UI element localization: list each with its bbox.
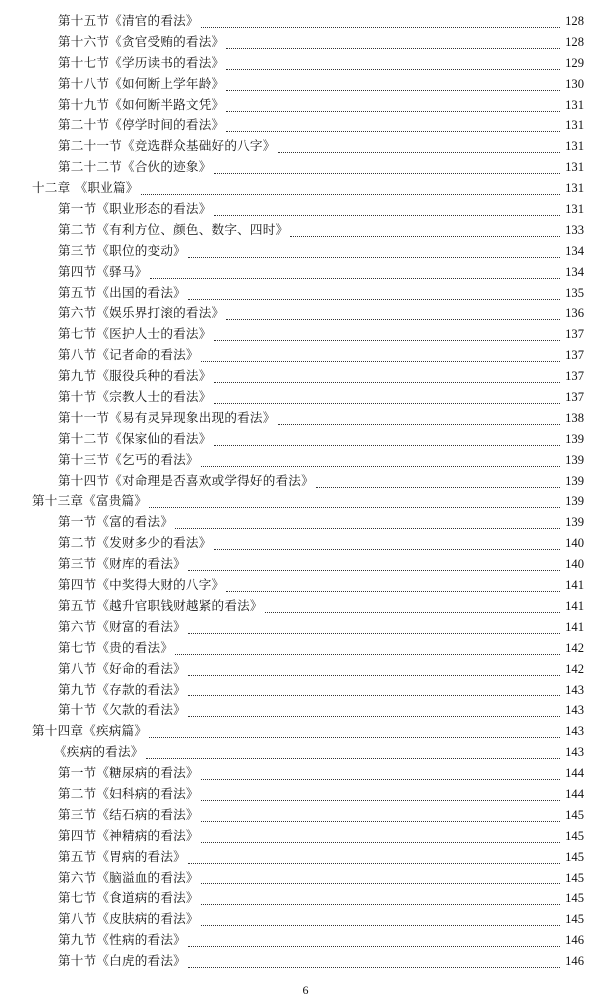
toc-dot-leader xyxy=(201,807,560,822)
toc-section-entry[interactable] xyxy=(0,638,611,659)
toc-entry-title: 第十四章《疾病篇》 xyxy=(32,723,148,739)
toc-section-entry[interactable] xyxy=(0,74,611,95)
toc-entry-page: 141 xyxy=(565,619,584,634)
toc-section-entry[interactable] xyxy=(0,930,611,951)
toc-entry-title: 第九节《服役兵种的看法》 xyxy=(58,368,212,384)
toc-dot-leader xyxy=(214,431,560,446)
toc-dot-leader xyxy=(188,285,560,300)
toc-dot-leader xyxy=(265,598,560,613)
toc-entry-page: 131 xyxy=(565,202,584,217)
toc-entry-page: 134 xyxy=(565,243,584,258)
toc-dot-leader xyxy=(201,869,560,884)
toc-section-entry[interactable] xyxy=(0,95,611,116)
toc-dot-leader xyxy=(201,13,560,28)
toc-dot-leader xyxy=(141,180,560,195)
toc-section-entry[interactable] xyxy=(0,847,611,868)
toc-dot-leader xyxy=(188,849,560,864)
toc-section-entry[interactable] xyxy=(0,888,611,909)
toc-entry-title: 第十三节《乞丐的看法》 xyxy=(58,451,199,467)
toc-entry-page: 143 xyxy=(565,682,584,697)
toc-dot-leader xyxy=(226,76,560,91)
table-of-contents xyxy=(0,11,611,972)
toc-section-entry[interactable] xyxy=(0,554,611,575)
toc-dot-leader xyxy=(188,619,560,634)
toc-dot-leader xyxy=(149,723,560,738)
toc-entry-title: 第四节《驿马》 xyxy=(58,263,148,279)
toc-entry-page: 139 xyxy=(565,515,584,530)
toc-entry-page: 142 xyxy=(565,640,584,655)
toc-entry-title: 第六节《脑溢血的看法》 xyxy=(58,869,199,885)
toc-dot-leader xyxy=(149,493,560,508)
toc-entry-title: 第七节《食道病的看法》 xyxy=(58,890,199,906)
toc-section-entry[interactable] xyxy=(0,136,611,157)
toc-entry-title: 第三节《财库的看法》 xyxy=(58,556,186,572)
toc-entry-page: 139 xyxy=(565,473,584,488)
toc-entry-page: 144 xyxy=(565,766,584,781)
toc-section-entry[interactable] xyxy=(0,199,611,220)
toc-entry-title: 第二节《发财多少的看法》 xyxy=(58,535,212,551)
toc-entry-title: 第十节《欠款的看法》 xyxy=(58,702,186,718)
toc-dot-leader xyxy=(188,681,560,696)
toc-section-entry[interactable] xyxy=(0,115,611,136)
toc-entry-title: 第二节《妇科病的看法》 xyxy=(58,785,199,801)
toc-section-entry[interactable] xyxy=(0,157,611,178)
toc-entry-page: 145 xyxy=(565,828,584,843)
toc-dot-leader xyxy=(226,34,560,49)
toc-dot-leader xyxy=(226,97,560,112)
toc-entry-page: 131 xyxy=(565,97,584,112)
toc-dot-leader xyxy=(214,159,560,174)
toc-entry-title: 第十二节《保家仙的看法》 xyxy=(58,430,212,446)
toc-entry-page: 140 xyxy=(565,557,584,572)
toc-dot-leader xyxy=(214,535,560,550)
toc-dot-leader xyxy=(188,661,560,676)
toc-section-entry[interactable] xyxy=(0,429,611,450)
toc-entry-title: 第一节《富的看法》 xyxy=(58,514,174,530)
toc-dot-leader xyxy=(201,786,560,801)
toc-section-entry[interactable] xyxy=(0,784,611,805)
toc-dot-leader xyxy=(175,640,560,655)
toc-entry-page: 140 xyxy=(565,536,584,551)
toc-section-entry[interactable] xyxy=(0,283,611,304)
toc-dot-leader xyxy=(214,368,560,383)
toc-entry-page: 131 xyxy=(565,118,584,133)
toc-entry-title: 第四节《中奖得大财的八字》 xyxy=(58,577,225,593)
toc-entry-page: 143 xyxy=(565,724,584,739)
toc-entry-title: 第十五节《清官的看法》 xyxy=(58,13,199,28)
toc-entry-title: 第九节《性病的看法》 xyxy=(58,932,186,948)
toc-dot-leader xyxy=(146,744,560,759)
toc-entry-title: 第十四节《对命理是否喜欢或学得好的看法》 xyxy=(58,472,314,488)
toc-section-entry[interactable] xyxy=(0,32,611,53)
toc-entry-page: 139 xyxy=(565,494,584,509)
toc-section-entry[interactable] xyxy=(0,220,611,241)
toc-entry-title: 第三节《职位的变动》 xyxy=(58,242,186,258)
toc-entry-title: 第十三章《富贵篇》 xyxy=(32,493,148,509)
toc-entry-title: 十二章 《职业篇》 xyxy=(32,180,139,196)
toc-entry-title: 第二十一节《竞选群众基础好的八字》 xyxy=(58,138,276,154)
toc-entry-page: 137 xyxy=(565,369,584,384)
toc-entry-page: 142 xyxy=(565,661,584,676)
toc-dot-leader xyxy=(278,138,561,153)
toc-dot-leader xyxy=(226,305,560,320)
toc-entry-title: 第十七节《学历读书的看法》 xyxy=(58,54,225,70)
toc-entry-title: 第五节《胃病的看法》 xyxy=(58,848,186,864)
toc-entry-title: 第十六节《贪官受贿的看法》 xyxy=(58,33,225,49)
toc-entry-page: 129 xyxy=(565,55,584,70)
toc-section-entry[interactable] xyxy=(0,951,611,972)
toc-section-entry[interactable] xyxy=(0,659,611,680)
toc-dot-leader xyxy=(201,890,560,905)
toc-entry-page: 145 xyxy=(565,849,584,864)
toc-entry-page: 137 xyxy=(565,327,584,342)
toc-section-entry[interactable] xyxy=(0,345,611,366)
toc-section-entry[interactable] xyxy=(0,742,611,763)
toc-section-entry[interactable] xyxy=(0,471,611,492)
toc-entry-page: 128 xyxy=(565,14,584,28)
toc-entry-page: 128 xyxy=(565,34,584,49)
toc-section-entry[interactable] xyxy=(0,324,611,345)
toc-dot-leader xyxy=(188,953,560,968)
toc-chapter-entry[interactable] xyxy=(0,178,611,199)
toc-entry-title: 第六节《娱乐界打滚的看法》 xyxy=(58,305,225,321)
toc-dot-leader xyxy=(188,932,560,947)
toc-entry-title: 第九节《存款的看法》 xyxy=(58,681,186,697)
toc-dot-leader xyxy=(201,452,560,467)
toc-entry-page: 145 xyxy=(565,912,584,927)
toc-dot-leader xyxy=(175,514,560,529)
toc-entry-title: 第十一节《易有灵异现象出现的看法》 xyxy=(58,409,276,425)
toc-entry-page: 139 xyxy=(565,452,584,467)
toc-dot-leader xyxy=(278,410,561,425)
toc-entry-page: 134 xyxy=(565,264,584,279)
toc-dot-leader xyxy=(201,911,560,926)
toc-dot-leader xyxy=(226,55,560,70)
toc-section-entry[interactable] xyxy=(0,680,611,701)
toc-entry-page: 141 xyxy=(565,598,584,613)
toc-section-entry[interactable] xyxy=(0,262,611,283)
toc-entry-page: 138 xyxy=(565,410,584,425)
toc-entry-page: 143 xyxy=(565,703,584,718)
toc-entry-title: 第五节《出国的看法》 xyxy=(58,284,186,300)
toc-chapter-entry[interactable] xyxy=(0,721,611,742)
toc-entry-page: 145 xyxy=(565,807,584,822)
toc-entry-title: 第八节《记者命的看法》 xyxy=(58,347,199,363)
toc-entry-title: 《疾病的看法》 xyxy=(54,744,144,760)
toc-entry-title: 第五节《越升官职钱财越紧的看法》 xyxy=(58,597,263,613)
toc-entry-page: 131 xyxy=(565,139,584,154)
toc-entry-title: 第一节《职业形态的看法》 xyxy=(58,201,212,217)
toc-section-entry[interactable] xyxy=(0,512,611,533)
toc-dot-leader xyxy=(188,243,560,258)
toc-entry-page: 131 xyxy=(565,160,584,175)
toc-dot-leader xyxy=(214,201,560,216)
toc-section-entry[interactable] xyxy=(0,700,611,721)
toc-entry-title: 第一节《糖尿病的看法》 xyxy=(58,765,199,781)
toc-dot-leader xyxy=(201,828,560,843)
toc-section-entry[interactable] xyxy=(0,241,611,262)
toc-section-entry[interactable] xyxy=(0,53,611,74)
toc-dot-leader xyxy=(226,117,560,132)
toc-section-entry[interactable] xyxy=(0,763,611,784)
toc-entry-page: 137 xyxy=(565,348,584,363)
toc-section-entry[interactable] xyxy=(0,617,611,638)
toc-entry-title: 第十九节《如何断半路文凭》 xyxy=(58,96,225,112)
toc-section-entry[interactable] xyxy=(0,533,611,554)
toc-section-entry[interactable] xyxy=(0,366,611,387)
page-number: 6 xyxy=(302,983,309,997)
toc-section-entry[interactable] xyxy=(0,909,611,930)
toc-section-entry[interactable] xyxy=(0,450,611,471)
toc-entry-title: 第七节《贵的看法》 xyxy=(58,639,174,655)
toc-entry-page: 137 xyxy=(565,390,584,405)
toc-entry-page: 141 xyxy=(565,578,584,593)
toc-dot-leader xyxy=(226,577,560,592)
toc-entry-title: 第十八节《如何断上学年龄》 xyxy=(58,75,225,91)
toc-entry-page: 135 xyxy=(565,285,584,300)
toc-dot-leader xyxy=(214,389,560,404)
toc-section-entry[interactable] xyxy=(0,11,611,32)
toc-entry-page: 145 xyxy=(565,870,584,885)
toc-dot-leader xyxy=(150,264,560,279)
toc-section-entry[interactable] xyxy=(0,387,611,408)
toc-entry-page: 130 xyxy=(565,76,584,91)
toc-dot-leader xyxy=(201,347,560,362)
toc-section-entry[interactable] xyxy=(0,575,611,596)
toc-entry-page: 133 xyxy=(565,222,584,237)
toc-entry-title: 第二十二节《合伙的迹象》 xyxy=(58,159,212,175)
toc-entry-page: 139 xyxy=(565,431,584,446)
toc-entry-title: 第三节《结石病的看法》 xyxy=(58,806,199,822)
toc-entry-page: 143 xyxy=(565,745,584,760)
toc-section-entry[interactable] xyxy=(0,826,611,847)
toc-entry-title: 第十节《宗教人士的看法》 xyxy=(58,389,212,405)
toc-section-entry[interactable] xyxy=(0,868,611,889)
toc-dot-leader xyxy=(316,473,560,488)
toc-entry-title: 第八节《皮肤病的看法》 xyxy=(58,911,199,927)
toc-entry-title: 第七节《医护人士的看法》 xyxy=(58,326,212,342)
toc-entry-page: 146 xyxy=(565,933,584,948)
toc-section-entry[interactable] xyxy=(0,805,611,826)
toc-entry-page: 144 xyxy=(565,786,584,801)
toc-dot-leader xyxy=(188,702,560,717)
toc-entry-title: 第八节《好命的看法》 xyxy=(58,660,186,676)
toc-section-entry[interactable] xyxy=(0,303,611,324)
toc-dot-leader xyxy=(214,326,560,341)
toc-entry-title: 第二十节《停学时间的看法》 xyxy=(58,117,225,133)
toc-chapter-entry[interactable] xyxy=(0,491,611,512)
toc-entry-title: 第六节《财富的看法》 xyxy=(58,618,186,634)
toc-dot-leader xyxy=(188,556,560,571)
toc-entry-page: 136 xyxy=(565,306,584,321)
toc-section-entry[interactable] xyxy=(0,408,611,429)
toc-dot-leader xyxy=(201,765,560,780)
toc-entry-page: 145 xyxy=(565,891,584,906)
toc-entry-title: 第十节《白虎的看法》 xyxy=(58,953,186,969)
toc-entry-page: 146 xyxy=(565,954,584,969)
toc-section-entry[interactable] xyxy=(0,596,611,617)
toc-entry-title: 第四节《神精病的看法》 xyxy=(58,827,199,843)
toc-dot-leader xyxy=(290,222,560,237)
toc-entry-title: 第二节《有利方位、颜色、数字、四时》 xyxy=(58,221,289,237)
toc-entry-page: 131 xyxy=(565,181,584,196)
